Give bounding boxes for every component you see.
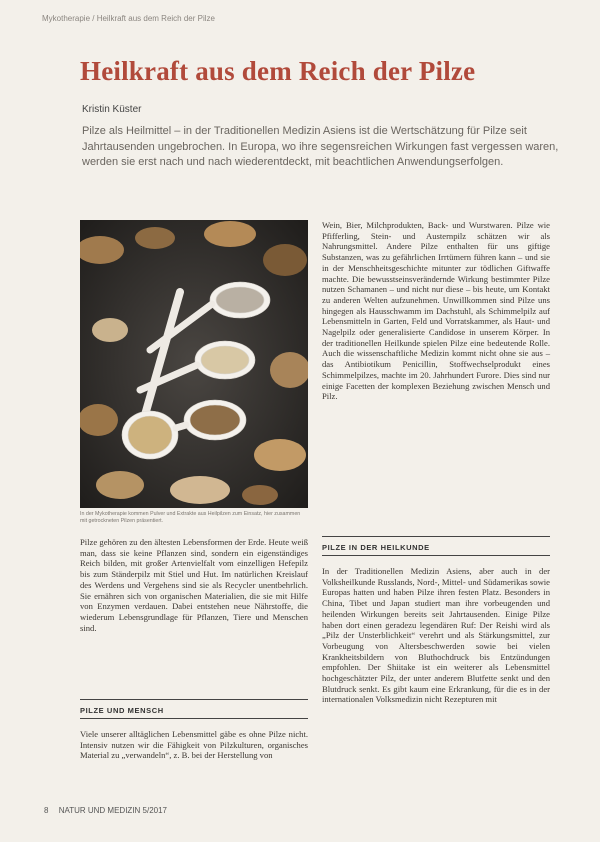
author-name: Kristin Küster: [82, 104, 142, 115]
publication-name: NATUR UND MEDIZIN 5/2017: [58, 806, 168, 815]
body-paragraph: Wein, Bier, Milchprodukten, Back- und Wurstwaren. Pilze wie Pfifferling, Stein- und Austernpilz schätzen wir als Nahrungsmittel. Andere Pilze enthalten für uns giftige Substanzen, was zu gefährlichen Irrtümern führen kann – und sie in der Menschheitsgeschichte mitunter zur tödlichen Giftwaffe machte. Die bewusstseinsverändernde Wirkung bestimmter Pilze nutzen Schamanen – und nicht nur diese – bis heute, um Kontakt zu anderen Welten aufzunehmen. Unwillkommen sind Pilze uns hingegen als Hausschwamm im Dachstuhl, als Schimmelpilz auf Lebensmitteln in Garten, Feld und Vorratskammer, als Haut- und Nagelpilz oder generalisierte Candidose in unserem Körper. In der traditionellen Heilkunde spielen Pilze eine bedeutende Rolle. Auch die wissenschaftliche Medizin kommt nicht ohne sie aus – das Antibiotikum Penicillin, Stoffwechselprodukt eines Schimmelpilzes, machte im 20. Jahrhundert Furore. Dies sind nur einige Facetten der komplexen Beziehung zwischen Mensch und Pilz.: [322, 220, 550, 402]
section-heading-pilze-und-mensch: PILZE UND MENSCH: [80, 703, 308, 719]
body-paragraph: Pilze gehören zu den ältesten Lebensformen der Erde. Heute weiß man, dass sie keine Pflanzen sind, sondern ein eigenständiges Reich bilden, mit großer Artenvielfalt vom einzelligen Hefepilz bis zum Ständerpilz mit Stiel und Hut. Im natürlichen Kreislauf des Werdens und Vergehens sind sie als Recycler unentbehrlich. Sie ernähren sich von organischen Materialien, die sie mit Hilfe von Enzymen verdauen. Dabei entstehen neue Nährstoffe, die wiederum Lebensgrundlage für Pflanzen, Tiere und Menschen sind.: [80, 537, 308, 633]
lead-paragraph: Pilze als Heilmittel – in der Traditionellen Medizin Asiens ist die Wertschätzung für Pilze seit Jahrtausenden ungebrochen. In Europa, wo ihre segensreichen Wirkungen fast vergessen waren, werden sie erst nach und nach wiederentdeckt, mit beachtlichen Anwendungserfolgen.: [82, 125, 559, 168]
photo-caption: In der Mykotherapie kommen Pulver und Extrakte aus Heilpilzen zum Einsatz, hier zusammen mit getrockneten Pilzen präsentiert.: [80, 511, 301, 524]
page-footer: [44, 806, 167, 815]
section-heading-pilze-in-der-heilkunde: PILZE IN DER HEILKUNDE: [322, 540, 550, 556]
running-head: Mykotherapie / Heilkraft aus dem Reich der Pilze: [42, 14, 215, 23]
article-title: Heilkraft aus dem Reich der Pilze: [80, 56, 476, 86]
mushroom-powder-photo: [80, 220, 308, 508]
body-paragraph: In der Traditionellen Medizin Asiens, aber auch in der Volksheilkunde Russlands, Nord-, Mittel- und Südamerikas sowie Europas hatten und haben Pilze ihren festen Platz. Besonders in China, Tibet und Japan studiert man ihre vorbeugenden und heilenden Wirkungen bereits seit Jahrtausenden. Einige Pilze haben dort einen geradezu legendären Ruf: Der Reishi wird als „Pilz der Unsterblichkeit“ verehrt und als Stärkungsmittel, zur Vorbeugung von Altersbeschwerden sowie bei vielen Krankheitsbildern von Bluthochdruck bis Entzündungen empfohlen. Der Shiitake ist ein weiterer als Lebensmittel hochgeschätzter Pilz, der unter anderem Blutfette senkt und den Blutdruck senkt. Es gibt kaum eine Erkrankung, für die es in der internationalen Volksmedizin nicht Rezepturen mit: [322, 566, 550, 705]
body-paragraph: Viele unserer alltäglichen Lebensmittel gäbe es ohne Pilze nicht. Intensiv nutzen wir die Fähigkeit von Pilzkulturen, organisches Material zu „verwandeln“, z. B. bei der Herstellung von: [80, 729, 308, 761]
page-number: 8: [44, 806, 49, 815]
photo-illustration: [80, 220, 308, 508]
